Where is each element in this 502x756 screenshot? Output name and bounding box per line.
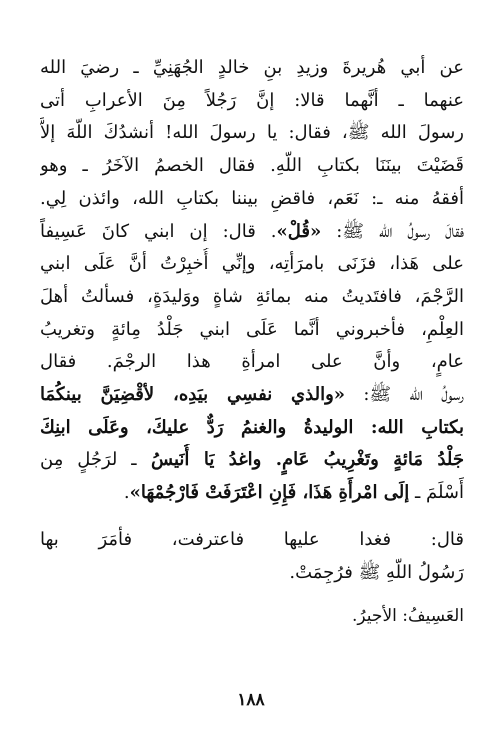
prophetic-quote-text: إلَى امْرأَةِ هَذَا، فَإِنِ اعْتَرَفَتْ فَارْجُمْهَا» [129, 482, 410, 504]
text-line [40, 248, 464, 281]
text-line [40, 216, 464, 249]
text-line [40, 183, 464, 216]
narration-text: أَسْلَمَ ـ [409, 482, 464, 504]
narration-text: عن أبي هُريرةَ وزيدِ بنِ خالدٍ الجُهَنِيِّ ـ رضيَ الله [40, 57, 464, 78]
narration-text: ـ لرَجُلٍ مِن [40, 449, 137, 471]
note-line: رَسُولُ اللّهِ ﷺ فرُجِمَتْ. [289, 561, 464, 583]
text-line [40, 477, 464, 510]
text-line [40, 444, 464, 477]
page-number: ١٨٨ [237, 690, 265, 710]
prophetic-quote-text: بكتابِ الله: الوليدةُ والغنمُ رَدٌّ عليكَ، وعَلَى ابنِكَ [40, 416, 464, 438]
prophetic-quote-text: «قُلْ» [276, 220, 322, 242]
narration-text: أفقهُ منه ـ: نَعَم، فاقضِ بيننا بكتابِ الله، وائذن لِي. [40, 187, 464, 209]
text-line [40, 379, 464, 412]
note-line: قال: فغدا عليها فاعترفت، فأمَرَ بها [40, 528, 464, 550]
page-body [40, 52, 464, 631]
narration-text: على هَذا، فزَنَى بامرَأتِه، وإنِّي أُخبِرْتُ أنَّ عَلَى ابني [40, 253, 464, 275]
narration-text: الرَّجْمَ، فافتَديتُ منه بمائةِ شاةٍ ووَليدَةٍ، فسألتُ أهلَ [40, 285, 464, 307]
text-line [40, 314, 464, 347]
text-line [40, 346, 464, 379]
narration-note [40, 524, 464, 589]
text-line [40, 281, 464, 314]
narration-text: رسولُ الله ﷺ: [345, 384, 464, 406]
text-line [40, 150, 464, 183]
prophetic-quote-text: «والذي نفسِي بيَدِه، لأقْضِيَنَّ بينكُمَا [40, 384, 346, 406]
text-line [40, 52, 464, 85]
narration-text: العِلْمِ، فأخبروني أنَّما عَلَى ابني جَلْدُ مِائةٍ وتغريبُ [40, 318, 464, 340]
text-line [40, 412, 464, 445]
narration-text: قَضَيْتَ بينَنَا بكتابِ اللّهِ. فقال الخصمُ الآخَرُ ـ وهو [40, 155, 464, 177]
narration-text: . [123, 482, 130, 504]
hadith-paragraph [40, 52, 464, 510]
prophetic-quote-text: جَلْدُ مَائةٍ وتَغْرِيبُ عَامٍ. واغدُ يَا أُنَيسُ [136, 449, 464, 471]
narration-text: عامٍ، وأنَّ على امرأةِ هذا الرجْمَ. فقال [40, 351, 464, 373]
narration-text: فقالَ رسولُ الله ﷺ: [321, 220, 464, 242]
text-line [40, 85, 464, 118]
narration-text: . قال: إن ابني كانَ عَسِيفاً [40, 220, 277, 242]
narration-text: رسولَ الله ﷺ، فقال: يا رسولَ الله! أنشدُكَ اللّهَ إلاَّ [40, 122, 464, 144]
narration-text: عنهما ـ أنَّهما قالا: إنَّ رَجُلاً مِنَ الأعرابِ أتى [40, 89, 464, 111]
glossary-entry: العَسِيفُ: الأجيرُ. [352, 606, 464, 627]
text-line [40, 117, 464, 150]
